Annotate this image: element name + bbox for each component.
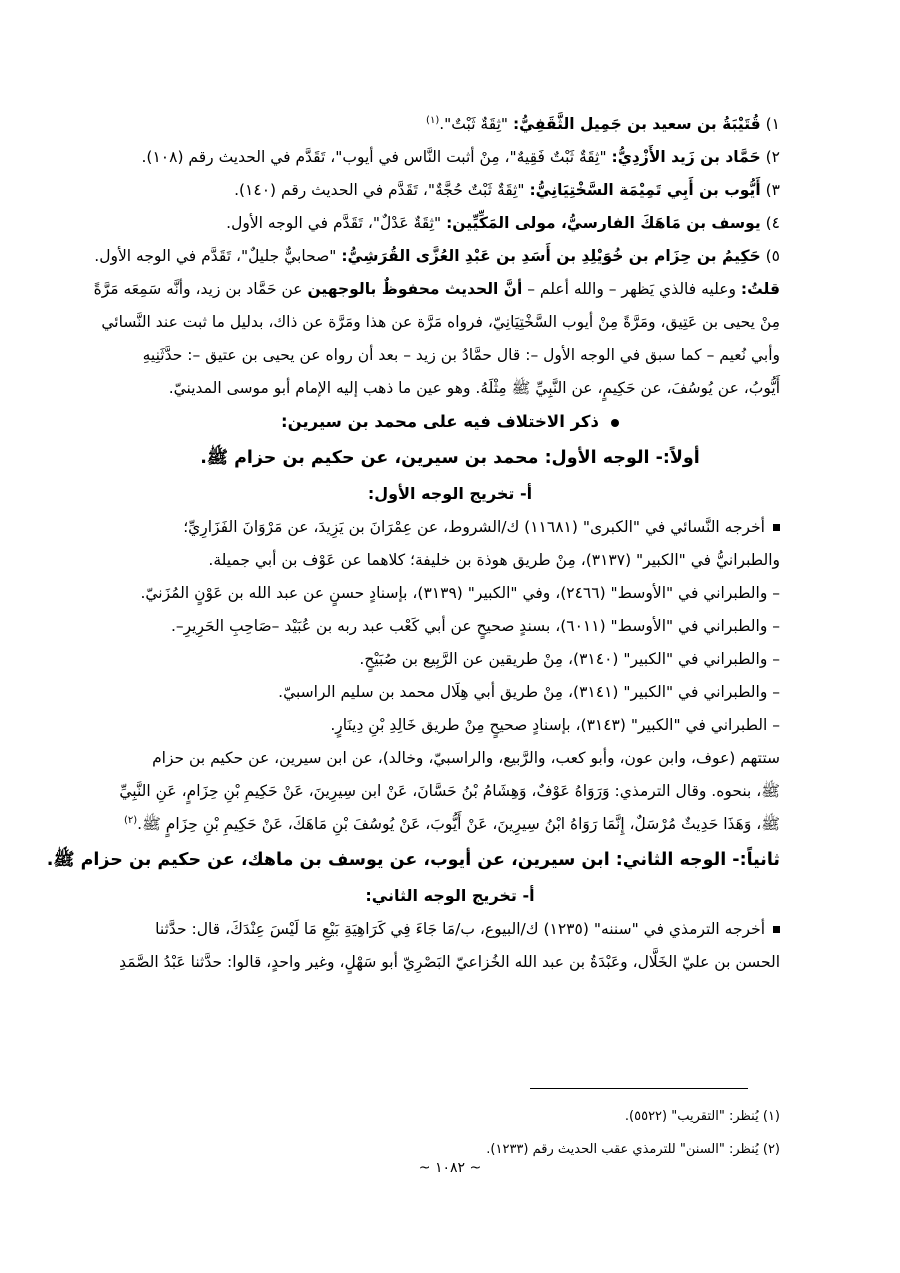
narrator-grade: "ثِقَةٌ ثَبْتٌ حُجَّةٌ"، تَقَدَّم في الحديث رقم (١٤٠). [234, 181, 525, 199]
second-face-subheading: أ- تخريج الوجه الثاني: [365, 886, 535, 905]
bullet-icon [611, 419, 619, 427]
square-bullet-icon [773, 524, 780, 531]
narrator-grade: "ثِقَةٌ ثَبْتٌ فَقِيهٌ"، مِنْ أثبت النَّاس في أيوب"، تَقَدَّم في الحديث رقم (١٠٨). [141, 148, 607, 166]
footnote-ref[interactable]: (١) [426, 114, 440, 126]
second-face-chain: ابن سيرين، عن أيوب، عن يوسف بن ماهك، عن حكيم بن حزام ﷺ. [46, 850, 610, 870]
narrator-line-1 [120, 108, 780, 141]
second-face-heading [46, 841, 780, 879]
page-number: ~ ١٠٨٢ ~ [418, 1160, 482, 1176]
takhrij1-line-1 [120, 511, 780, 544]
narrator-line-2 [120, 141, 780, 174]
qultu-line-2: مِنْ يحيى بن عَتِيق، ومَرَّةً مِنْ أيوب السَّخْتِيَانِيّ، فرواه مَرَّة عن هذا ومَرَّة عن ذاك، بدليل ما ثبت عند النَّسائي [101, 313, 780, 331]
first-face-heading [120, 439, 780, 477]
qultu-line-3: وأبي نُعيم – كما سبق في الوجه الأول –: قال حمَّادُ بن زيد – بعد أن رواه عن يحيى بن عتيق –: حدَّثَنِيهِ [142, 346, 780, 364]
footnotes [120, 1100, 780, 1166]
narrator-name: أَيُّوب بن أَبِي تَمِيْمَة السَّخْتِيَانِيُّ: [529, 181, 761, 199]
narrator-line-3 [120, 174, 780, 207]
qultu-line-1 [93, 273, 780, 306]
takhrij2-line-2: الحسن بن عليّ الخَلَّال، وعَبْدَةُ بن عبد الله الخُزاعيّ البَصْرِيّ أبو سَهْلٍ، وغير واحدٍ، قالوا: حدَّثنا عَبْدُ الصَّمَدِ [119, 953, 780, 971]
narrator-grade: "ثِقَةٌ ثَبْتٌ". [439, 115, 509, 133]
first-face-label: أولاً:- الوجه الأول: [544, 448, 700, 468]
narrator-line-5 [94, 240, 780, 273]
second-face-label: ثانياً:- الوجه الثاني: [615, 850, 780, 870]
narrator-number: ٢) [765, 148, 780, 166]
section-title [120, 405, 780, 439]
qultu-text: وعليه فالذي يَظهر – والله أعلم – [522, 280, 736, 298]
sittatuhum-line-2: ﷺ، بنحوه. وقال الترمذي: وَرَوَاهُ عَوْفٌ، وَهِشَامُ بْنُ حَسَّانَ، عَنْ ابن سِيرِينَ، عَنْ حَكِيمِ بْنِ حِزَامٍ، عَنِ النَّبِيِّ [119, 782, 780, 800]
narrator-number: ٥) [765, 247, 780, 265]
qultu-line-4: أَيُّوبُ، عن يُوسُفَ، عن حَكِيمٍ، عن النَّبِيِّ ﷺ مِثْلَهُ. وهو عين ما ذهب إليه الإمام أبو موسى المدينيّ. [168, 379, 780, 397]
narrator-name: قُتَيْبَةُ بن سعيد بن جَمِيل الثَّقَفِيُّ: [512, 115, 761, 133]
sittatuhum-line-3 [120, 808, 780, 841]
narrator-name: حَمَّاد بن زَيد الأَزْدِيُّ: [611, 148, 761, 166]
first-face-subheading: أ- تخريج الوجه الأول: [367, 484, 533, 503]
main-text [46, 108, 780, 979]
narrator-number: ٤) [765, 214, 780, 232]
footnote-2: (٢) يُنظر: "السنن" للترمذي عقب الحديث رقم (١٢٣٣). [486, 1142, 780, 1157]
square-bullet-icon [773, 926, 780, 933]
narrator-name: يوسف بن مَاهَكَ الفارسيُّ، مولى المَكِّيِّين: [446, 214, 761, 232]
dash-item-4: – والطبراني في "الكبير" (٣١٤١)، مِنْ طريق أبي هِلَال محمد بن سليم الراسبيّ. [278, 683, 780, 701]
narrator-number: ١) [765, 115, 780, 133]
dash-item-3: – والطبراني في "الكبير" (٣١٤٠)، مِنْ طريقين عن الرَّبِيع بن صُبَيْحٍ. [359, 650, 780, 668]
takhrij-text: أخرجه الترمذي في "سننه" (١٢٣٥) ك/البيوع، ب/مَا جَاءَ فِي كَرَاهِيَةِ بَيْعِ مَا لَيْسَ عِنْدَكَ، قال: حدَّثنا [155, 920, 765, 938]
takhrij-text: أخرجه النَّسائي في "الكبرى" (١١٦٨١) ك/الشروط، عن عِمْرَانَ بن يَزِيدَ، عن مَرْوَانَ الفَزَارِيِّ؛ [183, 518, 765, 536]
dash-item-2: – والطبراني في "الأوسط" (٦٠١١)، بسندٍ صحيحٍ عن أبي كَعْب عبد ربه بن عُبَيْد –صَاحِبِ الحَرِيرِ–. [170, 617, 780, 635]
dash-item-5: – الطبراني في "الكبير" (٣١٤٣)، بإسنادٍ صحيحٍ مِنْ طريق خَالِدِ بْنِ دِينَارٍ. [330, 716, 780, 734]
first-face-chain: محمد بن سيرين، عن حكيم بن حزام ﷺ. [200, 448, 539, 468]
narrator-number: ٣) [765, 181, 780, 199]
footnote-1: (١) يُنظر: "التقريب" (٥٥٢٢). [624, 1109, 780, 1124]
sittatuhum-text: ﷺ، وَهَذَا حَدِيثٌ مُرْسَلٌ، إِنَّمَا رَوَاهُ ابْنُ سِيرِينَ، عَنْ أَيُّوبَ، عَنْ يُوسُفَ بْنِ مَاهَكَ، عَنْ حَكِيمِ بْنِ حِزَامٍ ﷺ. [137, 815, 780, 833]
footnote-ref[interactable]: (٢) [123, 814, 138, 826]
narrator-grade: "ثِقَةٌ عَدْلٌ"، تَقَدَّم في الوجه الأول. [226, 214, 442, 232]
takhrij1-line-2: والطبرانيُّ في "الكبير" (٣١٣٧)، مِنْ طريق هوذة بن خليفة؛ كلاهما عن عَوْف بن أبي جميلة. [208, 551, 780, 569]
narrator-line-4 [120, 207, 780, 240]
dash-item-1: – والطبراني في "الأوسط" (٢٤٦٦)، وفي "الكبير" (٣١٣٩)، بإسنادٍ حسنٍ عن عبد الله بن عَوْنٍ المُزَنيّ. [140, 584, 780, 602]
qultu-text: عن حَمَّاد بن زيد، وأنَّه سَمِعَه مَرَّةً [93, 280, 308, 298]
sittatuhum-line-1: ستتهم (عوف، وابن عون، وأبو كعب، والرَّبيع، والراسبيّ، وخالد)، عن ابن سيرين، عن حكيم بن حزام [152, 749, 780, 767]
takhrij2-line-1 [120, 913, 780, 946]
qultu-label: قلتُ: [740, 280, 780, 298]
qultu-conclusion: أنَّ الحديث محفوظٌ بالوجهين [307, 280, 523, 298]
footnote-divider [530, 1088, 748, 1089]
narrator-grade: "صحابيٌّ جليلٌ"، تَقَدَّم في الوجه الأول. [94, 247, 337, 265]
narrator-name: حَكِيمُ بن حِزَام بن خُوَيْلِدِ بن أَسَدِ بن عَبْدِ العُزَّى القُرَشِيُّ: [341, 247, 761, 265]
section-title-text: ذكر الاختلاف فيه على محمد بن سيرين: [281, 412, 599, 431]
